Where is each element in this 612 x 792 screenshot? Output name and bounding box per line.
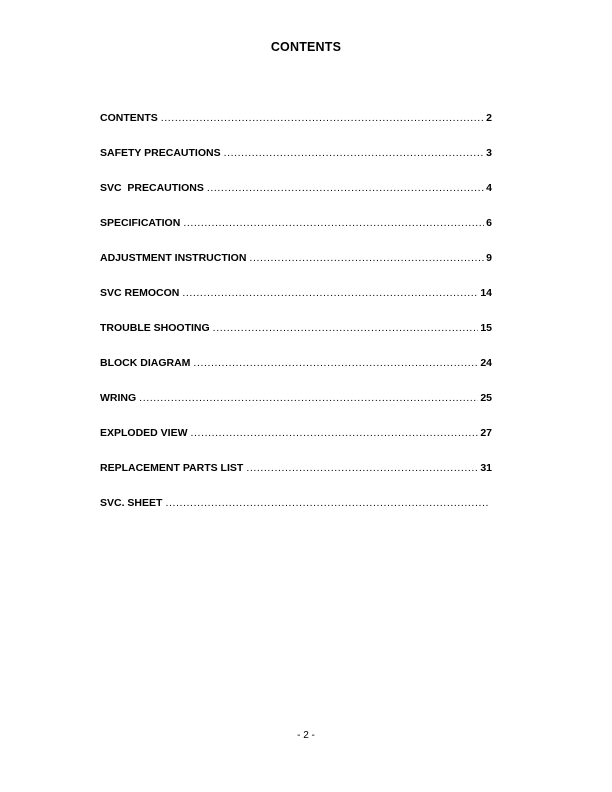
toc-entry-page: 2 <box>486 112 492 124</box>
table-of-contents <box>100 112 492 532</box>
toc-entry-label: SVC. SHEET <box>100 497 163 509</box>
toc-leader-dots <box>246 462 478 474</box>
toc-entry-page: 4 <box>486 182 492 194</box>
toc-entry-label: CONTENTS <box>100 112 158 124</box>
toc-entry-page: 25 <box>480 392 492 404</box>
toc-leader-dots <box>249 252 484 264</box>
toc-entry-label: SPECIFICATION <box>100 217 181 229</box>
toc-leader-dots <box>165 497 490 509</box>
toc-entry-page: 24 <box>480 357 492 369</box>
page-title: CONTENTS <box>270 40 342 54</box>
toc-entry-label: SVC PRECAUTIONS <box>100 182 204 194</box>
toc-entry-label: BLOCK DIAGRAM <box>100 357 191 369</box>
toc-entry-replacement-parts-list[interactable] <box>100 462 492 497</box>
toc-entry-wring[interactable] <box>100 392 492 427</box>
toc-entry-block-diagram[interactable] <box>100 357 492 392</box>
toc-leader-dots <box>213 322 479 334</box>
toc-leader-dots <box>193 357 478 369</box>
toc-entry-page: 27 <box>480 427 492 439</box>
toc-entry-page: 3 <box>486 147 492 159</box>
toc-entry-page: 6 <box>486 217 492 229</box>
toc-leader-dots <box>182 287 478 299</box>
toc-entry-specification[interactable] <box>100 217 492 252</box>
toc-leader-dots <box>139 392 478 404</box>
toc-entry-label: REPLACEMENT PARTS LIST <box>100 462 244 474</box>
toc-entry-svc-remocon[interactable] <box>100 287 492 322</box>
toc-leader-dots <box>191 427 479 439</box>
toc-entry-label: ADJUSTMENT INSTRUCTION <box>100 252 247 264</box>
toc-entry-safety-precautions[interactable] <box>100 147 492 182</box>
toc-leader-dots <box>161 112 484 124</box>
page-number-footer: - 2 - <box>297 730 315 741</box>
toc-entry-exploded-view[interactable] <box>100 427 492 462</box>
toc-entry-page: 9 <box>486 252 492 264</box>
toc-leader-dots <box>183 217 484 229</box>
toc-entry-label: SAFETY PRECAUTIONS <box>100 147 221 159</box>
toc-entry-label: EXPLODED VIEW <box>100 427 188 439</box>
toc-entry-trouble-shooting[interactable] <box>100 322 492 357</box>
toc-entry-page: 14 <box>480 287 492 299</box>
toc-entry-svc-sheet[interactable] <box>100 497 492 532</box>
toc-entry-adjustment-instruction[interactable] <box>100 252 492 287</box>
toc-entry-label: WRING <box>100 392 137 404</box>
toc-leader-dots <box>207 182 484 194</box>
toc-leader-dots <box>224 147 485 159</box>
toc-entry-page: 31 <box>480 462 492 474</box>
toc-entry-svc-precautions[interactable] <box>100 182 492 217</box>
toc-entry-contents[interactable] <box>100 112 492 147</box>
toc-entry-label: TROUBLE SHOOTING <box>100 322 210 334</box>
toc-entry-label: SVC REMOCON <box>100 287 180 299</box>
toc-entry-page: 15 <box>480 322 492 334</box>
